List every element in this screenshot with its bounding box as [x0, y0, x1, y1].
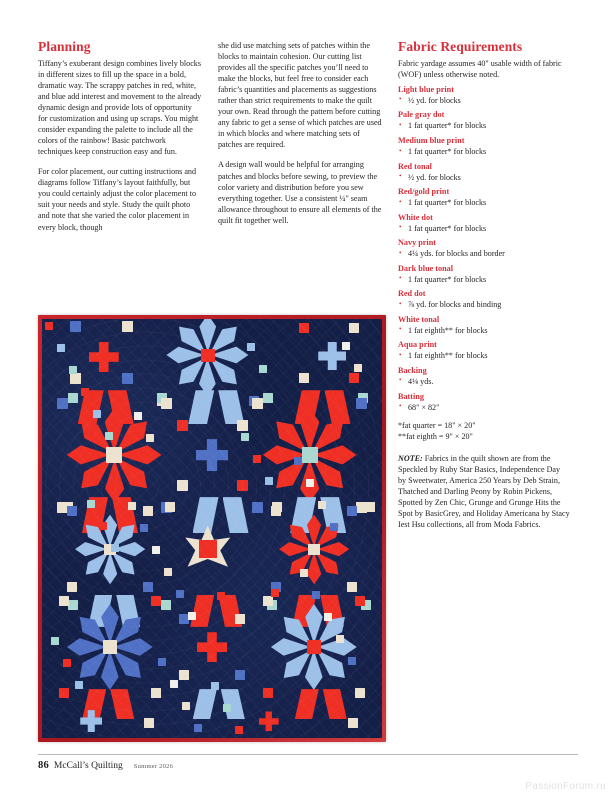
- fabric-item: • 1 fat quarter* for blocks: [398, 274, 570, 285]
- fabric-group: [398, 391, 570, 413]
- footnote-fat-quarter: *fat quarter = 18" × 20": [398, 420, 476, 430]
- site-watermark: PassionForum.ru: [525, 781, 606, 792]
- quilt-patch: [265, 477, 273, 485]
- quilt-patch: [306, 479, 314, 487]
- planning-paragraph-2: For color placement, our cutting instructions and diagrams follow Tiffany’s layout faithfully, but you could certainly adjust the color placement to suit your needs and style. Study the quilt photo and note that she varied the color placement in every block, though: [38, 167, 197, 232]
- fabric-name: Red/gold print: [398, 187, 450, 197]
- quilt-patch: [324, 613, 332, 621]
- quilt-patch: [161, 600, 171, 610]
- quilt-patch: [237, 480, 248, 491]
- quilt-patch: [201, 349, 215, 363]
- fabric-name: Red tonal: [398, 161, 432, 171]
- quilt-patch: [253, 455, 261, 463]
- fabric-group: [398, 84, 570, 106]
- quilt-patch: [111, 544, 119, 552]
- quilt-patch: [196, 439, 228, 471]
- quilt-patch: [252, 398, 263, 409]
- quilt-patch: [299, 373, 309, 383]
- quilt-patch: [165, 502, 175, 512]
- fabric-item: • ½ yd. for blocks: [398, 172, 570, 183]
- quilt-patch: [182, 702, 190, 710]
- quilt-patch: [193, 689, 217, 719]
- quilt-patch: [122, 373, 133, 384]
- fabric-intro: Fabric yardage assumes 40" usable width of fabric (WOF) unless otherwise noted.: [398, 58, 562, 79]
- quilt-patch: [241, 433, 249, 441]
- planning-paragraph-3: she did use matching sets of patches within the blocks to maintain cohesion. Our cutting list provides all the specific patches you’ll need to make the blocks, but feel free to consider each fabric’s quantities and placements as suggestions rather than strict requirements to make the quilt your own. Read through the pattern before cutting any fabric to get a sense of which patches are used in which blocks and where matching sets of patches are required.: [218, 41, 382, 150]
- fabric-item: • 4⅛ yds.: [398, 376, 570, 387]
- quilt-patch: [193, 497, 219, 533]
- quilt-patch: [128, 502, 136, 510]
- publication-title: McCall’s Quilting: [53, 761, 123, 771]
- page-footer: [38, 760, 173, 771]
- fabric-name: Pale gray dot: [398, 110, 445, 120]
- quilt-patch: [355, 688, 365, 698]
- quilt-patch: [68, 600, 78, 610]
- quilt-patch: [134, 412, 142, 420]
- fabric-item: • 1 fat eighth** for blocks: [398, 325, 570, 336]
- quilt-patch: [164, 568, 172, 576]
- quilt-patch: [89, 342, 119, 372]
- quilt-patch: [152, 546, 160, 554]
- quilt-patch: [223, 497, 249, 533]
- quilt-patch: [144, 718, 154, 728]
- quilt-patch: [99, 522, 107, 530]
- quilt-patch: [51, 637, 59, 645]
- fabric-item: • 1 fat quarter* for blocks: [398, 146, 570, 157]
- fabric-name: Medium blue print: [398, 136, 465, 146]
- quilt-patch: [235, 670, 245, 680]
- quilt-patch: [307, 640, 321, 654]
- quilt-patch: [110, 689, 134, 719]
- quilt-patch: [348, 718, 358, 728]
- quilt-patch: [312, 591, 320, 599]
- quilt-patch: [237, 420, 248, 431]
- quilt-patch: [103, 640, 117, 654]
- fabric-group: [398, 135, 570, 157]
- quilt-patch: [69, 366, 77, 374]
- fabric-requirements-heading: Fabric Requirements: [398, 39, 523, 54]
- fabric-name: White tonal: [398, 314, 440, 324]
- quilt-patch: [87, 500, 95, 508]
- quilt-patch: [295, 689, 319, 719]
- quilt-patch: [57, 344, 65, 352]
- quilt-patch: [318, 501, 326, 509]
- quilt-patch: [355, 596, 365, 606]
- quilt-patch: [170, 680, 178, 688]
- page-number: 86: [38, 760, 49, 771]
- fabric-name: Batting: [398, 391, 424, 401]
- quilt-patch: [59, 596, 69, 606]
- quilt-patch: [325, 390, 351, 424]
- quilt-patch: [179, 670, 189, 680]
- quilt-patch: [259, 711, 279, 731]
- quilt-patch: [194, 724, 202, 732]
- column-fabric-requirements: [398, 40, 578, 530]
- quilt-patch: [45, 322, 53, 330]
- quilt-patch: [302, 447, 318, 463]
- quilt-patch: [235, 614, 245, 624]
- fabric-item: • 1 fat quarter* for blocks: [398, 223, 570, 234]
- quilt-patch: [81, 388, 89, 396]
- fabric-group: [398, 237, 570, 259]
- quilt-patch: [151, 688, 161, 698]
- quilt-patch: [177, 420, 188, 431]
- quilt-patch: [143, 506, 153, 516]
- fabric-note: [398, 453, 570, 530]
- quilt-patch: [146, 434, 154, 442]
- fabric-group-list: [398, 84, 570, 413]
- quilt-patch: [105, 432, 113, 440]
- footer-divider: [38, 754, 578, 755]
- quilt-photograph: [38, 315, 386, 742]
- quilt-patch: [247, 343, 255, 351]
- quilt-patch: [356, 398, 367, 409]
- quilt-patch: [57, 398, 68, 409]
- fabric-name: Backing: [398, 365, 427, 375]
- quilt-patch: [252, 502, 263, 513]
- quilt-patch: [271, 506, 281, 516]
- quilt-patch: [67, 506, 77, 516]
- quilt-patch: [349, 373, 359, 383]
- fabric-item: • 1 fat eighth** for blocks: [398, 350, 570, 361]
- quilt-patch: [263, 393, 273, 403]
- quilt-field: [42, 319, 382, 738]
- quilt-patch: [93, 410, 101, 418]
- fabric-group: [398, 263, 570, 285]
- fabric-group: [398, 365, 570, 387]
- fabric-name: Light blue print: [398, 84, 454, 94]
- quilt-patch: [176, 590, 184, 598]
- planning-heading: Planning: [38, 39, 91, 54]
- quilt-patch: [347, 506, 357, 516]
- fabric-group: [398, 314, 570, 336]
- quilt-patch: [106, 447, 122, 463]
- fabric-name: Aqua print: [398, 340, 437, 350]
- quilt-patch: [122, 321, 133, 332]
- fabric-group: [398, 161, 570, 183]
- fabric-group: [398, 339, 570, 361]
- quilt-patch: [177, 480, 188, 491]
- planning-paragraph-4: A design wall would be helpful for arranging patches and blocks before sewing, to preview the color variety and distribution before you sew everything together. Use a consistent ¼" seam allowance throughout to ensure all elements of the quilt fit together well.: [218, 160, 382, 225]
- quilt-patch: [299, 323, 309, 333]
- fabric-group: [398, 186, 570, 208]
- quilt-patch: [68, 393, 78, 403]
- quilt-patch: [143, 582, 153, 592]
- quilt-patch: [308, 544, 320, 556]
- quilt-patch: [67, 582, 77, 592]
- note-text: Fabrics in the quilt shown are from the Speckled by Ruby Star Basics, Independence Day by Sweetwater, America 250 Years by Deb Strain, Thatched and Darling Peony by Robin Pickens, Spotted by Zen Chic, Grunge and Grunge Hits the Spot by BasicGrey, and Holiday Americana by Stacy Iest Hsu collections, all from Moda Fabrics.: [398, 453, 570, 529]
- quilt-patch: [229, 411, 237, 419]
- quilt-patch: [223, 704, 231, 712]
- quilt-patch: [347, 582, 357, 592]
- quilt-patch: [211, 682, 219, 690]
- fabric-item: • 68" × 82": [398, 402, 570, 413]
- quilt-patch: [70, 373, 81, 384]
- fabric-item: • 1 fat quarter* for blocks: [398, 120, 570, 131]
- quilt-patch: [354, 364, 362, 372]
- quilt-patch: [294, 457, 302, 465]
- quilt-patch: [259, 365, 267, 373]
- quilt-patch: [323, 689, 347, 719]
- note-lead: NOTE:: [398, 453, 423, 463]
- planning-paragraph-1: Tiffany’s exuberant design combines lively blocks in different sizes to fill up the space in a bold, dramatic way. The scrappy patches in red, white, and blue add interest and movement to the already dynamic design and provide lots of opportunity for customization and using up scraps. You might consider expanding the palette to include all the colors of the rainbow! Basic patchwork techniques keep construction easy and fun.: [38, 58, 202, 157]
- quilt-patch: [271, 589, 279, 597]
- fabric-item: • ½ yd. for blocks: [398, 95, 570, 106]
- issue-label: Summer 2026: [133, 763, 174, 770]
- quilt-patch: [158, 658, 166, 666]
- quilt-patch: [336, 635, 344, 643]
- quilt-patch: [63, 659, 71, 667]
- quilt-patch: [263, 596, 273, 606]
- quilt-patch: [59, 688, 69, 698]
- quilt-patch: [342, 342, 350, 350]
- fabric-group: [398, 288, 570, 310]
- quilt-patch: [263, 688, 273, 698]
- quilt-patch: [330, 523, 338, 531]
- fabric-name: Red dot: [398, 289, 426, 299]
- footnote-fat-eighth: **fat eighth = 9" × 20": [398, 431, 473, 441]
- quilt-patch: [75, 681, 83, 689]
- quilt-patch: [188, 612, 196, 620]
- fabric-group: [398, 212, 570, 234]
- quilt-patch: [70, 321, 81, 332]
- fabric-item: • 4¼ yds. for blocks and border: [398, 248, 570, 259]
- quilt-patch: [190, 595, 214, 627]
- quilt-patch: [349, 323, 359, 333]
- quilt-patch: [151, 596, 161, 606]
- quilt-patch: [188, 390, 214, 424]
- quilt-patch: [140, 524, 148, 532]
- quilt-patch: [300, 569, 308, 577]
- quilt-patch: [235, 726, 243, 734]
- quilt-patch: [161, 398, 172, 409]
- quilt-patch: [199, 540, 217, 558]
- quilt-patch: [197, 632, 227, 662]
- quilt-patch: [365, 502, 375, 512]
- fabric-name: Navy print: [398, 238, 436, 248]
- quilt-patch: [217, 592, 225, 600]
- fabric-item: • ⅞ yd. for blocks and binding: [398, 299, 570, 310]
- fabric-item: • 1 fat quarter* for blocks: [398, 197, 570, 208]
- quilt-patch: [348, 657, 356, 665]
- fabric-group: [398, 109, 570, 131]
- fabric-name: White dot: [398, 212, 433, 222]
- fabric-name: Dark blue tonal: [398, 263, 454, 273]
